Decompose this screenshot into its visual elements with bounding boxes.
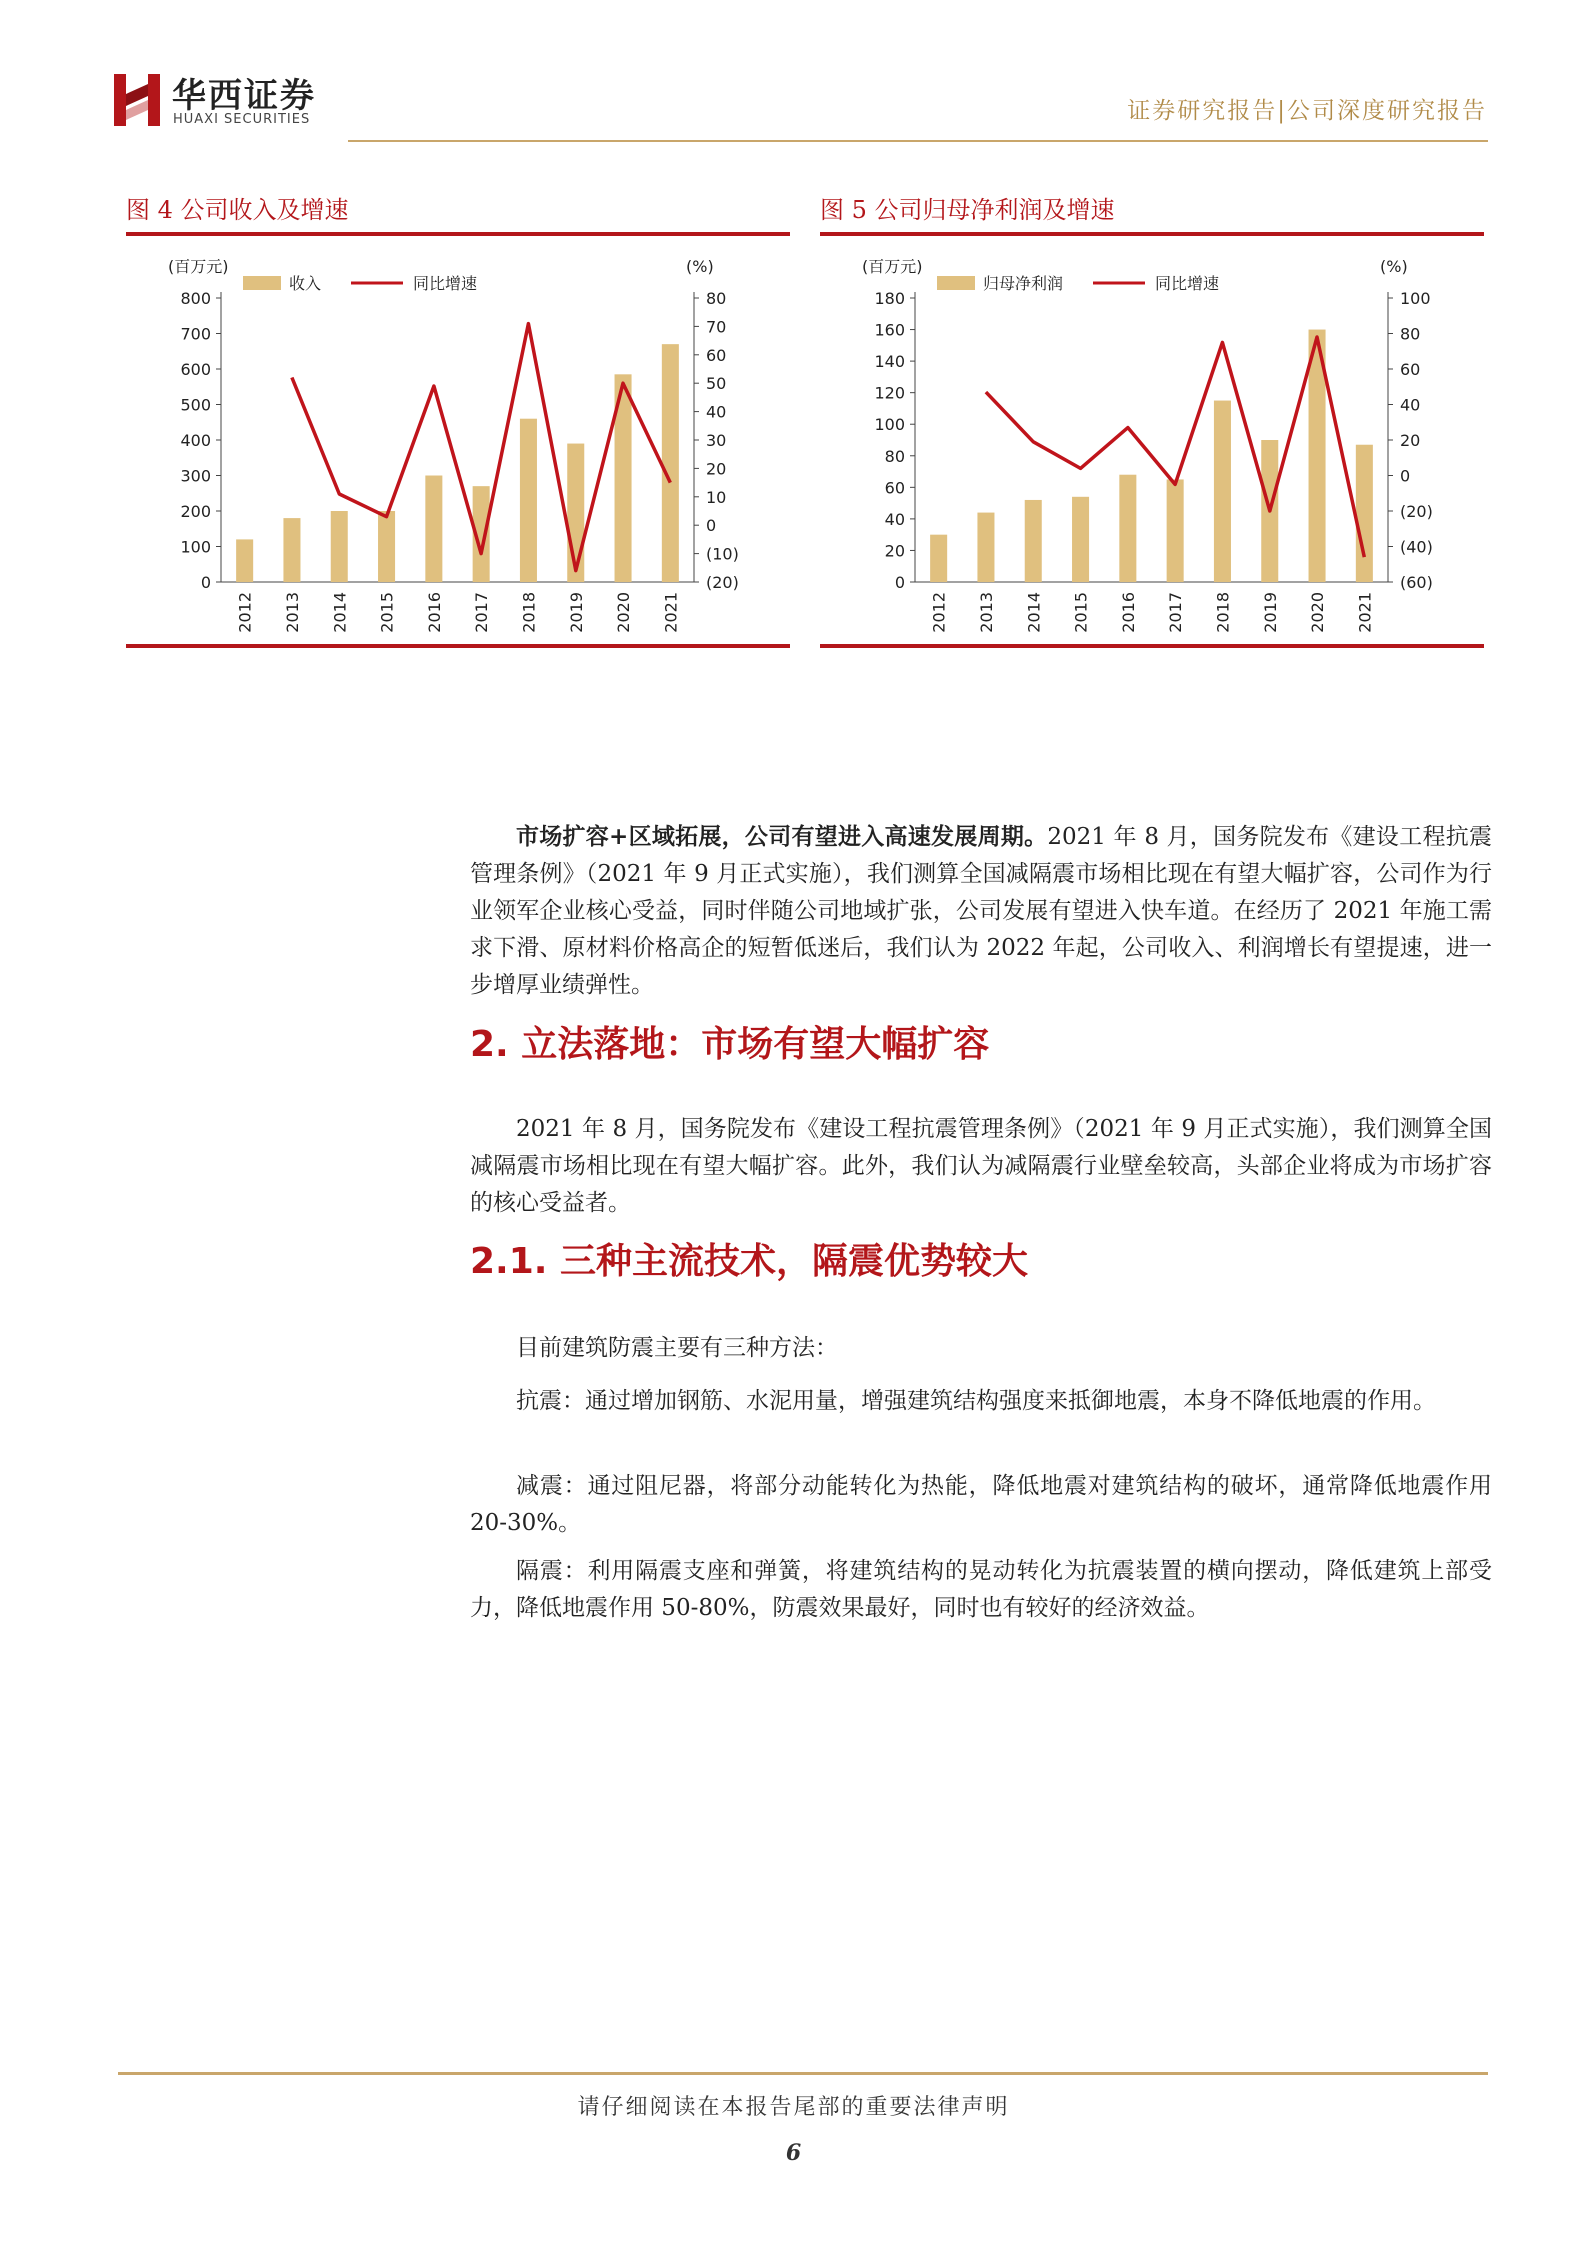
fig4-right-tick-label: 50 [706, 374, 727, 394]
fig4-bar [283, 518, 300, 582]
fig5-category-label: 2020 [1308, 592, 1328, 633]
fig5-category-label: 2016 [1118, 592, 1138, 633]
fig4-right-tick-label: 40 [706, 402, 727, 422]
fig5-left-tick-label: 60 [884, 478, 905, 498]
fig4-category-label: 2012 [235, 592, 255, 633]
methods-intro-paragraph: 目前建筑防震主要有三种方法： [516, 1335, 838, 1361]
fig5-right-tick-label: 0 [1400, 466, 1411, 486]
kangzhen-paragraph: 抗震：通过增加钢筋、水泥用量，增强建筑结构强度来抵御地震，本身不降低地震的作用。 [516, 1388, 1436, 1414]
fig5-right-tick-label: (60) [1400, 573, 1433, 592]
fig5-left-tick-label: 100 [874, 415, 905, 435]
fig4-right-tick-label: 10 [706, 487, 727, 507]
fig4-left-tick-label: 700 [180, 324, 211, 344]
fig4-right-tick-label: (20) [706, 573, 739, 592]
fig5-right-tick-label: (40) [1400, 537, 1433, 557]
page-number: 6 [785, 2140, 802, 2166]
market-expansion-paragraph [470, 818, 1492, 1004]
figure-4-chart [126, 236, 790, 644]
fig5-bar [977, 513, 994, 582]
fig4-left-tick-label: 400 [180, 431, 211, 450]
huaxi-logo-icon [112, 70, 162, 130]
fig5-left-tick-label: 180 [874, 289, 905, 308]
fig5-category-label: 2012 [929, 592, 949, 633]
fig4-left-tick-label: 200 [180, 502, 211, 521]
fig5-legend-line-label: 同比增速 [1155, 274, 1220, 293]
section-2-heading: 2. 立法落地：市场有望大幅扩容 [470, 1024, 990, 1065]
fig5-category-label: 2019 [1260, 592, 1280, 633]
figure-5-bottom-rule [820, 644, 1484, 648]
fig4-bar [425, 476, 442, 583]
fig4-bar [331, 511, 348, 582]
fig4-legend-line-label: 同比增速 [413, 274, 478, 293]
fig5-category-label: 2018 [1213, 592, 1233, 633]
fig4-bar [520, 419, 537, 582]
market-lead-sentence: 市场扩容+区域拓展，公司有望进入高速发展周期。 [516, 823, 1048, 850]
header-divider [348, 140, 1488, 142]
fig5-category-label: 2017 [1166, 592, 1186, 633]
logo-chinese-name: 华西证券 [172, 76, 316, 116]
fig4-right-tick-label: 80 [706, 289, 727, 308]
figure-4-title: 图 4 公司收入及增速 [126, 196, 349, 224]
fig4-bar [236, 539, 253, 582]
legal-notice: 请仔细阅读在本报告尾部的重要法律声明 [577, 2095, 1010, 2120]
fig4-right-tick-label: 30 [706, 431, 727, 450]
report-type-label: 证券研究报告|公司深度研究报告 [1127, 98, 1487, 124]
fig5-bar [1025, 500, 1042, 582]
fig5-right-unit: (%) [1380, 257, 1408, 276]
fig4-category-label: 2016 [424, 592, 444, 633]
section-2-paragraph: 2021 年 8 月，国务院发布《建设工程抗震管理条例》（2021 年 9 月正式实施），我们测算全国减隔震市场相比现在有望大幅扩容。此外，我们认为减隔震行业壁垒较高，头部企业将成为市场扩容的核心受益者。 [470, 1116, 1492, 1216]
fig5-right-tick-label: (20) [1400, 502, 1433, 521]
fig4-left-tick-label: 300 [180, 466, 211, 486]
fig4-category-label: 2013 [282, 592, 302, 633]
fig4-category-label: 2021 [661, 592, 681, 633]
jianzhen-paragraph: 减震：通过阻尼器，将部分动能转化为热能，降低地震对建筑结构的破坏，通常降低地震作用 20-30%。 [470, 1473, 1492, 1536]
fig4-left-tick-label: 500 [180, 395, 211, 415]
fig5-bar [1167, 479, 1184, 582]
fig4-left-tick-label: 0 [200, 573, 211, 592]
fig5-category-label: 2014 [1024, 592, 1044, 633]
fig4-bar [378, 511, 395, 582]
fig4-category-label: 2018 [519, 592, 539, 633]
fig4-left-tick-label: 600 [180, 360, 211, 379]
fig5-left-tick-label: 40 [884, 509, 905, 529]
fig5-right-tick-label: 60 [1400, 360, 1421, 379]
figure-5-chart [820, 236, 1484, 644]
fig5-category-label: 2013 [976, 592, 996, 633]
gezhen-paragraph: 隔震：利用隔震支座和弹簧，将建筑结构的晃动转化为抗震装置的横向摆动，降低建筑上部受力，降低地震作用 50-80%，防震效果最好，同时也有较好的经济效益。 [470, 1558, 1492, 1621]
fig5-right-tick-label: 80 [1400, 324, 1421, 344]
fig4-category-label: 2014 [330, 592, 350, 633]
fig5-left-tick-label: 20 [884, 541, 905, 561]
fig4-category-label: 2015 [377, 592, 397, 633]
fig4-right-tick-label: 70 [706, 317, 727, 337]
fig5-right-tick-label: 20 [1400, 431, 1421, 450]
fig5-bar [930, 535, 947, 582]
fig5-bar [1072, 497, 1089, 582]
fig5-right-tick-label: 100 [1400, 289, 1431, 308]
fig5-legend-bar-swatch [937, 276, 975, 290]
fig5-bar [1214, 401, 1231, 582]
figure-4-bottom-rule [126, 644, 790, 648]
fig4-legend-bar-label: 收入 [289, 274, 322, 293]
logo-english-name: HUAXI SECURITIES [173, 112, 311, 127]
fig5-right-tick-label: 40 [1400, 395, 1421, 415]
fig4-right-unit: (%) [686, 257, 714, 276]
market-body-text: 2021 年 8 月，国务院发布《建设工程抗震管理条例》（2021 年 9 月正式实施），我们测算全国减隔震市场相比现在有望大幅扩容，公司作为行业领军企业核心受益，同时伴随公司地域扩张，公司发展有望进入快车道。在经历了 2021 年施工需求下滑、原材料价格高企的短暂低迷后，我们认为 2022 年起，公司收入、利润增长有望提速，进一步增厚业绩弹性。 [470, 824, 1492, 998]
fig4-right-tick-label: 20 [706, 459, 727, 479]
fig5-bar [1119, 475, 1136, 582]
fig5-left-tick-label: 80 [884, 446, 905, 466]
fig4-left-unit: (百万元) [168, 257, 229, 276]
section-2-1-heading: 2.1. 三种主流技术，隔震优势较大 [470, 1241, 1028, 1282]
fig4-right-tick-label: 0 [706, 516, 717, 536]
fig5-left-tick-label: 0 [894, 573, 905, 592]
fig4-category-label: 2020 [614, 592, 634, 633]
fig5-left-tick-label: 140 [874, 352, 905, 372]
fig4-left-tick-label: 800 [180, 289, 211, 308]
fig5-left-tick-label: 120 [874, 383, 905, 403]
fig5-bar [1356, 445, 1373, 582]
fig4-bar [662, 344, 679, 582]
fig5-left-tick-label: 160 [874, 320, 905, 340]
fig5-left-unit: (百万元) [862, 257, 923, 276]
fig5-legend-bar-label: 归母净利润 [983, 274, 1064, 293]
fig4-legend-bar-swatch [243, 276, 281, 290]
fig4-right-tick-label: (10) [706, 544, 739, 564]
fig5-category-label: 2021 [1355, 592, 1375, 633]
fig4-category-label: 2017 [472, 592, 492, 633]
fig5-category-label: 2015 [1071, 592, 1091, 633]
fig4-right-tick-label: 60 [706, 345, 727, 365]
fig4-category-label: 2019 [566, 592, 586, 633]
fig4-left-tick-label: 100 [180, 537, 211, 557]
figure-5-title: 图 5 公司归母净利润及增速 [820, 196, 1115, 224]
footer-divider [118, 2072, 1488, 2075]
